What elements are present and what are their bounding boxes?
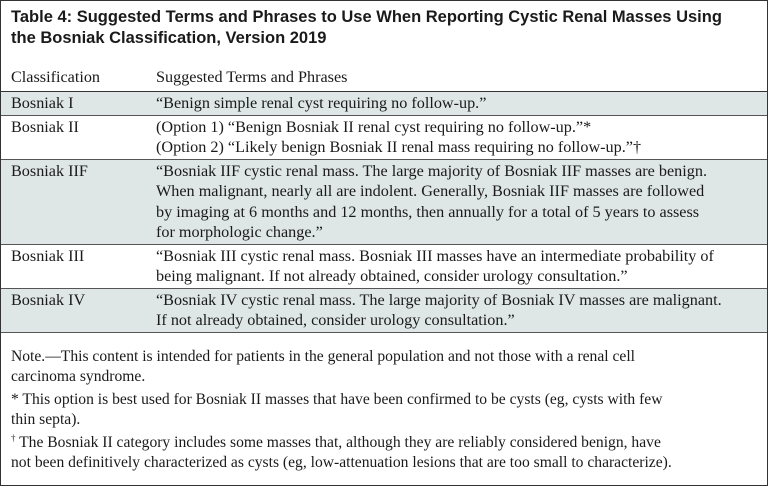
cell-phrases — [156, 245, 756, 288]
phrase-line: by imaging at 6 months and 12 months, then annually for a total of 5 years to assess — [156, 202, 700, 221]
table-notes — [11, 347, 761, 476]
title-line-2: the Bosniak Classification, Version 2019 — [11, 28, 327, 47]
cell-phrases — [156, 92, 756, 115]
classification-table — [1, 63, 767, 333]
cell-classification: Bosniak IIF — [11, 161, 88, 180]
cell-classification: Bosniak IV — [11, 290, 86, 309]
phrase-line: “Bosniak IV cystic renal mass. The large majority of Bosniak IV masses are malignant. — [156, 290, 722, 309]
cell-classification: Bosniak II — [11, 117, 79, 136]
note-line — [11, 433, 761, 453]
note-dagger — [11, 433, 761, 473]
header-classification: Classification — [11, 68, 101, 86]
cell-classification: Bosniak III — [11, 246, 85, 265]
phrase-line: for morphologic change.” — [156, 223, 323, 241]
cell-classification: Bosniak I — [11, 94, 74, 112]
phrase-line: If not already obtained, consider urology consultation.” — [156, 311, 515, 329]
note-line: thin septa). — [11, 411, 81, 428]
note-line: * This option is best used for Bosniak II masses that have been confirmed to be cysts (eg, cysts with few — [11, 391, 663, 408]
phrase-line: being malignant. If not already obtained, consider urology consultation.” — [156, 267, 628, 285]
phrase-line: When malignant, nearly all are indolent. Generally, Bosniak IIF masses are followed — [156, 182, 705, 200]
phrase-line: “Benign simple renal cyst requiring no follow-up.” — [156, 94, 487, 112]
phrase-line: (Option 1) “Benign Bosniak II renal cyst requiring no follow-up.”* — [156, 117, 592, 136]
cell-phrases — [156, 289, 756, 332]
phrase-line: “Bosniak IIF cystic renal mass. The large majority of Bosniak IIF masses are benign. — [156, 161, 707, 180]
table-row-bosniak-iv — [1, 289, 767, 333]
phrase-line: (Option 2) “Likely benign Bosniak II renal mass requiring no follow-up.”† — [156, 138, 642, 156]
table-header-row — [1, 63, 767, 92]
note-general — [11, 347, 761, 387]
dagger-mark: † — [11, 432, 16, 443]
note-line: carcinoma syndrome. — [11, 368, 146, 385]
table-row-bosniak-ii — [1, 116, 767, 160]
cell-phrases — [156, 160, 756, 244]
table-row-bosniak-i — [1, 92, 767, 116]
phrase-line: “Bosniak III cystic renal mass. Bosniak III masses have an intermediate probability of — [156, 246, 714, 265]
cell-phrases — [156, 116, 756, 159]
header-phrases: Suggested Terms and Phrases — [156, 68, 348, 86]
table-row-bosniak-iif — [1, 160, 767, 245]
title-line-1: Table 4: Suggested Terms and Phrases to Use When Reporting Cystic Renal Masses Using — [11, 8, 722, 26]
table-row-bosniak-iii — [1, 245, 767, 289]
note-asterisk — [11, 390, 761, 430]
note-line: not been definitively characterized as cysts (eg, low-attenuation lesions that are too small to characterize). — [11, 454, 672, 471]
note-line: Note.—This content is intended for patients in the general population and not those with a renal cell — [11, 348, 636, 365]
table-title — [11, 7, 761, 48]
dagger-text: The Bosniak II category includes some masses that, although they are reliably considered benign, have — [15, 434, 661, 451]
